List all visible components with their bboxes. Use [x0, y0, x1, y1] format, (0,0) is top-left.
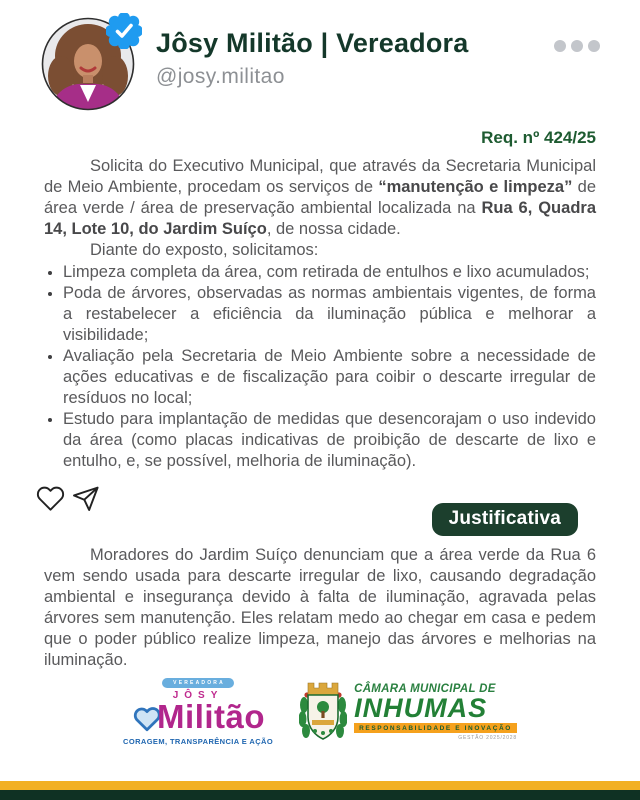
logo-first-name: JÔSY — [172, 690, 224, 701]
avatar — [40, 16, 136, 112]
camara-line1: CÂMARA MUNICIPAL DE — [354, 683, 496, 695]
justificativa-badge: Justificativa — [432, 503, 578, 536]
camara-bar: RESPONSABILIDADE E INOVAÇÃO — [354, 723, 517, 733]
list-item: • Estudo para implantação de medidas que desencorajam o uso indevido da área (como placas indicativas de proibição de descarte de lixo e entulho, e, se possível, melhoria de iluminação). — [63, 409, 596, 472]
logo-last-name: Militão — [157, 698, 266, 735]
footer-gold-stripe — [0, 781, 640, 790]
josy-militao-logo — [123, 678, 273, 746]
dot — [571, 40, 583, 52]
justificativa-section — [0, 545, 640, 671]
text-segment-bold: Rua 6, Quadra 14, Lote 10, do Jardim Suíço — [44, 199, 596, 238]
paragraph-request — [44, 156, 596, 240]
camara-inhumas-logo — [299, 681, 517, 743]
request-number: Req. nº 424/25 — [481, 128, 596, 147]
text-segment: , de nossa cidade. — [266, 220, 401, 238]
list-item: • Poda de árvores, observadas as normas ambientais vigentes, de forma a restabelecer a eficiência da iluminação pública e melhorar a visibilidade; — [63, 283, 596, 346]
paragraph-intro-list: Diante do exposto, solicitamos: — [90, 241, 319, 259]
document-body — [0, 156, 640, 472]
paragraph-justificativa: Moradores do Jardim Suíço denunciam que a área verde da Rua 6 vem sendo usada para descarte irregular de lixo, causando degradação ambiental e insegurança devido à falta de iluminação, agravada pelas árvores sem manutenção. Eles relatam medo ao chegar em casa e pedem que o poder público realize limpeza, manejo das árvores e melhorias na iluminação. — [44, 546, 596, 669]
request-list — [44, 262, 596, 472]
camara-text-block — [354, 683, 517, 741]
list-item: • Avaliação pela Secretaria de Meio Ambiente sobre a necessidade de ações educativas e de fiscalização para coibir o descarte irregular de resíduos no local; — [63, 346, 596, 409]
verified-badge-icon — [106, 13, 142, 49]
vereadora-pill: VEREADORA — [162, 678, 234, 688]
footer-logos — [0, 678, 640, 746]
dot — [554, 40, 566, 52]
heart-outline-icon[interactable] — [36, 484, 65, 513]
page-title: Jôsy Militão | Vereadora — [156, 28, 469, 58]
logo-last-name-row — [131, 698, 265, 736]
list-item: • Limpeza completa da área, com retirada de entulhos e lixo acumulados; — [63, 262, 596, 283]
header-text — [156, 16, 554, 89]
camara-line2: INHUMAS — [354, 693, 488, 723]
footer-green-stripe — [0, 790, 640, 800]
text-segment: Solicita do Executivo Municipal, que através da Secretaria Municipal de Meio Ambiente, procedam os serviços de — [44, 157, 596, 196]
text-segment-bold: “manutenção e limpeza” — [378, 178, 573, 196]
paper-plane-icon[interactable] — [71, 484, 100, 513]
text-segment: de área verde / área de preservação ambiental localizada na — [44, 178, 597, 217]
camara-sub: GESTÃO 2025/2028 — [458, 735, 517, 741]
logo-slogan: CORAGEM, TRANSPARÊNCIA E AÇÃO — [123, 737, 274, 746]
user-handle: @josy.militao — [156, 65, 285, 88]
post-header — [0, 0, 640, 112]
dot — [588, 40, 600, 52]
inhumas-crest-icon — [299, 681, 347, 743]
ellipsis-icon[interactable] — [554, 16, 600, 52]
